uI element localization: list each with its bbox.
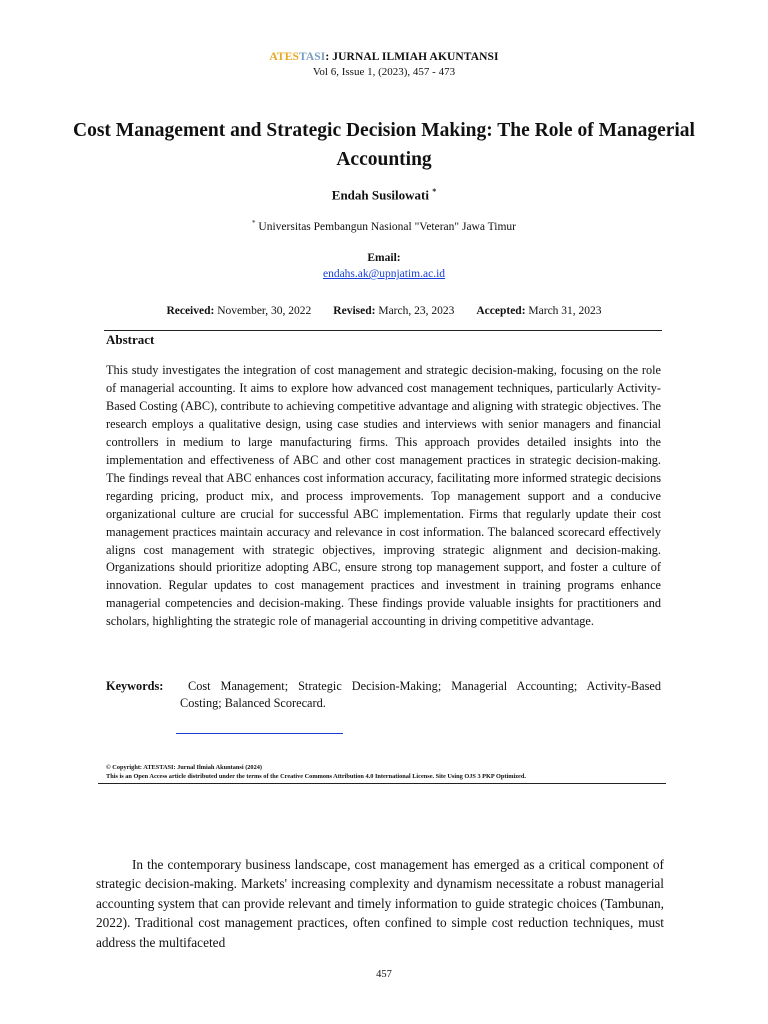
journal-name-part2: TASI [298, 51, 326, 63]
keywords-text [180, 678, 661, 712]
email-link[interactable]: endahs.ak@upnjatim.ac.id [322, 268, 446, 280]
journal-name-rest: : JURNAL ILMIAH AKUNTANSI [325, 51, 499, 63]
author-mark: * [432, 187, 437, 196]
abstract-heading: Abstract [106, 332, 155, 347]
copyright-line-1: © Copyright: ATESTASI: Jurnal Ilmiah Akuntansi (2024) [106, 764, 262, 771]
received-label: Received: [166, 305, 215, 317]
keywords [106, 678, 661, 710]
author-name: Endah Susilowati [331, 187, 429, 203]
abstract-top-rule [104, 330, 662, 331]
abstract-text: This study investigates the integration of cost management and strategic decision-making, focusing on the role of managerial accounting. It aims to explore how advanced cost management techniques, particularly Activity-Based Costing (ABC), contribute to achieving competitive advantage and aligning with strategic objectives. The research employs a qualitative design, using case studies and interviews with senior managers and financial controllers in medium to large manufacturing firms. This approach provides detailed insights into the implementation and effectiveness of ABC and other cost management practices in strategic decision-making. The findings reveal that ABC enhances cost information accuracy, facilitating more informed strategic decisions regarding pricing, product mix, and process improvements. Top management support and a conducive organizational culture are crucial for successful ABC implementation. Firms that regularly update their cost management practices maintain accuracy and relevance in cost information. The balanced scorecard effectively aligns cost management with strategic objectives, improving strategic alignment and decision-making. Organizations should prioritize adopting ABC, ensure strong top management support, and foster a culture of innovation. Regular updates to cost management practices and investment in training programs enhance managerial competencies and decision-making. These findings provide valuable insights for practitioners and scholars, highlighting the strategic role of managerial accounting in driving competitive advantage. [106, 363, 661, 629]
email-label: Email: [367, 252, 401, 264]
revised-label: Revised: [333, 305, 376, 317]
copyright-notice [106, 764, 526, 781]
accepted-label: Accepted: [476, 305, 526, 317]
keywords-label: Keywords: [106, 679, 164, 693]
separator-line [176, 733, 343, 734]
copyright-bottom-rule [98, 783, 666, 784]
accepted-date: March 31, 2023 [528, 305, 602, 317]
journal-name-part1: ATES [269, 51, 299, 63]
affiliation-text: Universitas Pembangun Nasional "Veteran" Jawa Timur [258, 220, 516, 233]
page-number: 457 [376, 969, 392, 980]
keywords-list: Cost Management; Strategic Decision-Making; Managerial Accounting; Activity-Based Costing; Balanced Scorecard. [180, 679, 661, 710]
received-date: November, 30, 2022 [217, 305, 312, 317]
author [0, 187, 768, 203]
paper-title: Cost Management and Strategic Decision Making: The Role of Managerial Accounting [73, 120, 695, 170]
dates-line [0, 305, 768, 317]
intro-paragraph: In the contemporary business landscape, cost management has emerged as a critical component of strategic decision-making. Markets' increasing complexity and dynamism necessitate a robust managerial accounting system that can provide relevant and timely information to guide strategic choices (Tambunan, 2022). Traditional cost management practices, often confined to simple cost reduction techniques, must address the multifaceted [96, 857, 664, 950]
journal-name [0, 51, 768, 63]
journal-volume: Vol 6, Issue 1, (2023), 457 - 473 [312, 66, 456, 78]
copyright-line-2: This is an Open Access article distributed under the terms of the Creative Commons Attribution 4.0 International License. Site Using OJS 3 PKP Optimized. [106, 772, 526, 780]
affiliation-mark: * [252, 219, 256, 227]
affiliation [0, 219, 768, 233]
revised-date: March, 23, 2023 [378, 305, 455, 317]
